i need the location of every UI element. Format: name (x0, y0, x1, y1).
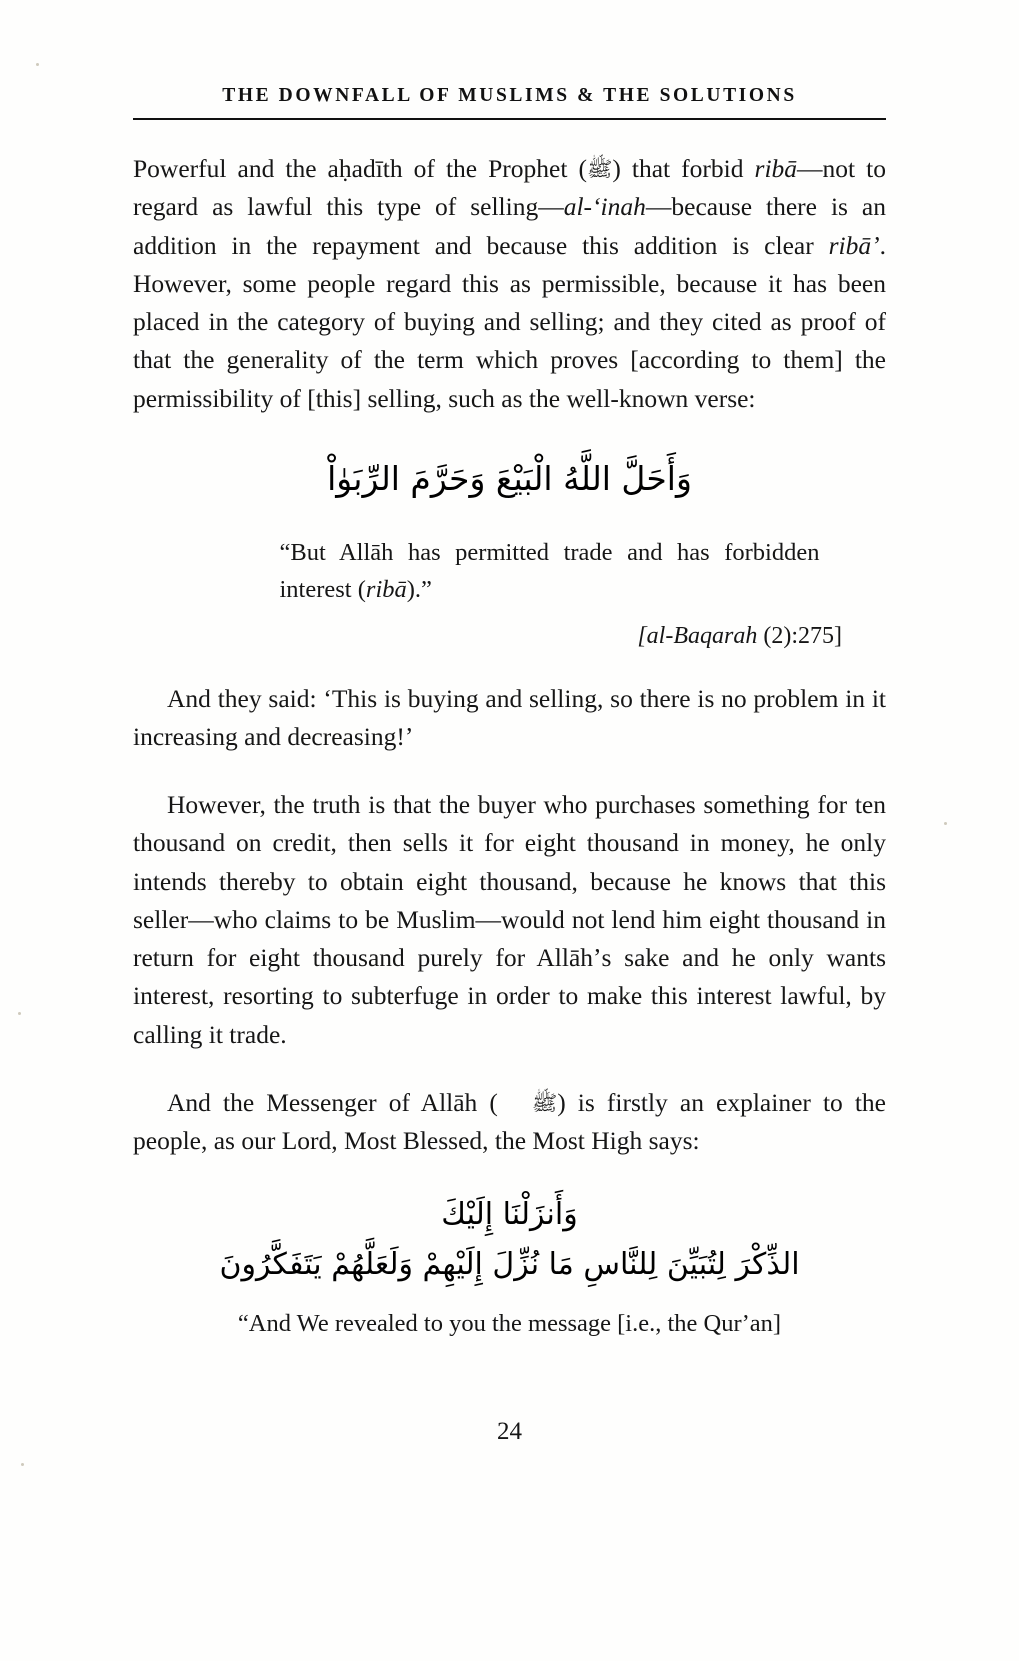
sallallahu-alayhi-wasallam-icon: ﷺ (531, 1090, 558, 1115)
quran-verse-2-line-2: الذِّكْرَ لِتُبَيِّنَ لِلنَّاسِ مَا نُزِّلَ إِلَيْهِمْ وَلَعَلَّهُمْ يَتَفَكَّرُونَ (219, 1246, 800, 1282)
paragraph-1-text-a: Powerful and the a (133, 154, 339, 183)
term-al-inah: al-ʻinah (563, 192, 646, 222)
quran-verse-1-reference (133, 623, 886, 650)
translation-text-b: ).” (406, 576, 432, 604)
quran-verse-1-arabic: وَأَحَلَّ اللَّهُ الْبَيْعَ وَحَرَّمَ الرِّبَوٰاْ (327, 458, 692, 498)
paragraph-1-text-f: . However, some people regard this as permissible, because it has been placed in the category of buying and selling; and they cited as proof of that the generality of the term which proves [according to them] the permissibility of [this] selling, such as the well-known verse: (133, 230, 886, 413)
quran-verse-1-translation (200, 534, 820, 608)
term-riba: ribā (754, 154, 798, 183)
paragraph-4-text-a: And the Messenger of Allāh ( (167, 1087, 498, 1117)
running-head: THE DOWNFALL OF MUSLIMS & THE SOLUTIONS (222, 85, 797, 106)
header-rule (133, 118, 886, 120)
quran-verse-2-line-1: وَأَنزَلْنَا إِلَيْكَ (441, 1197, 578, 1233)
paragraph-4 (133, 1084, 886, 1161)
paragraph-4-text-b: ) is firstly an explainer to the people, as our Lord, Most Blessed, the Most High says: (133, 1087, 886, 1156)
paragraph-1-text-c: ) that forbid (612, 154, 755, 183)
translation-term-riba: ribā (365, 576, 407, 604)
page-speck (18, 1012, 21, 1015)
sallallahu-alayhi-wasallam-icon: ﷺ (586, 157, 613, 181)
paragraph-1-text-d: —not to regard as lawful this type of selling— (133, 154, 886, 222)
page-content (133, 85, 886, 1343)
paragraph-1-text-b: adīth of the Prophet ( (351, 154, 587, 183)
paragraph-1-text-e: —because there is an addition in the repayment and because this addition is clear (133, 192, 886, 260)
term-riba-2: ribāʼ (828, 230, 880, 260)
paragraph-2: And they said: ʻThis is buying and selling, so there is no problem in it increasing and decreasing!ʼ (133, 683, 886, 751)
quran-verse-2-arabic (133, 1190, 886, 1289)
reference-surah-name: [al-Baqarah (637, 622, 758, 649)
page-speck (36, 63, 39, 66)
paragraph-3: However, the truth is that the buyer who purchases something for ten thousand on credit, then sells it for eight thousand in money, he only intends thereby to obtain eight thousand, because he knows that this seller—who claims to be Muslim—would not lend him eight thousand in return for eight thousand purely for Allāhʼs sake and he only wants interest, resorting to subterfuge in order to make this interest lawful, by calling it trade. (133, 790, 886, 1049)
page-number: 24 (497, 1418, 522, 1445)
quran-verse-2-translation: “And We revealed to you the message [i.e., the Qurʼan] (237, 1310, 782, 1338)
page-speck (21, 1463, 24, 1466)
paragraph-1 (133, 150, 886, 418)
h-with-dot: ḥ (338, 154, 352, 183)
page-speck (944, 822, 947, 825)
translation-text-a: “But Allāh has permitted trade and has forbidden interest ( (279, 539, 820, 604)
reference-numbers: (2):275] (763, 622, 842, 649)
